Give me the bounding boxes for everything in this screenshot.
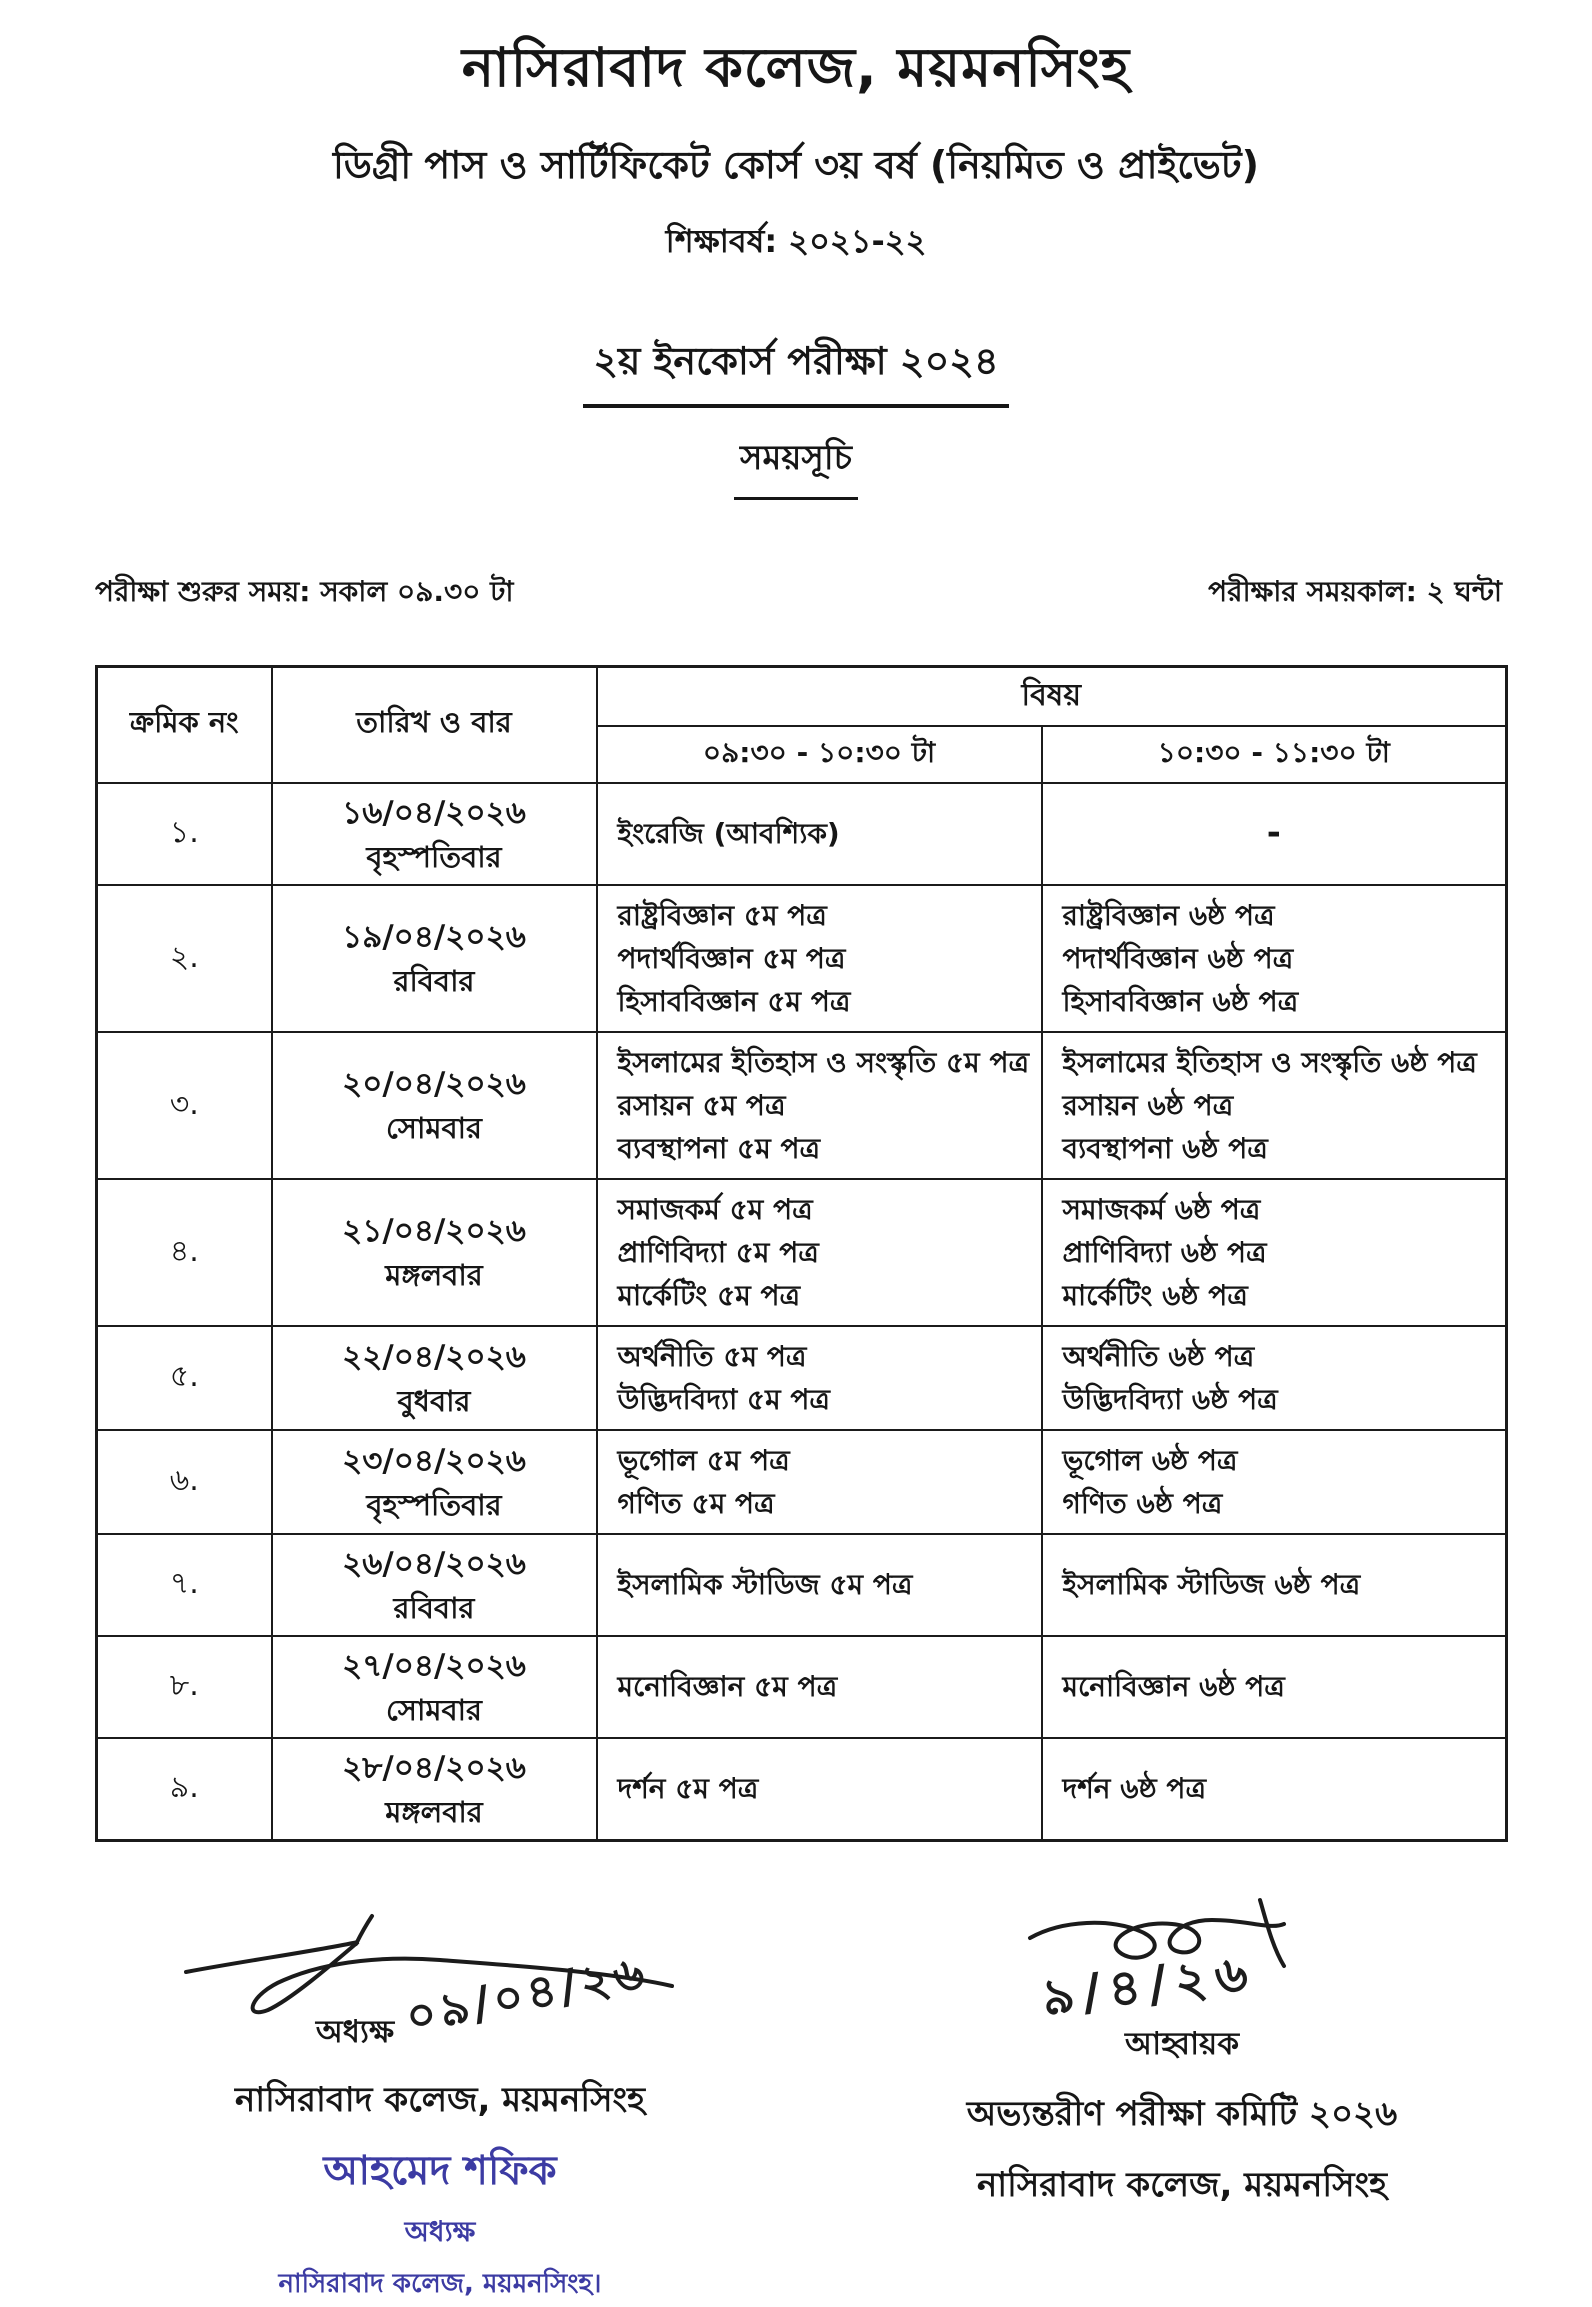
- subject-slot1-cell: [597, 1179, 1042, 1326]
- subject-slot2-cell: [1042, 885, 1507, 1032]
- subject-text: গণিত ৫ম পত্র: [617, 1486, 775, 1520]
- subject-slot1-cell: [597, 1534, 1042, 1636]
- convener-committee: অভ্যন্তরীণ পরীক্ষা কমিটি ২০২৬: [966, 2093, 1398, 2134]
- subject-text: ইসলামের ইতিহাস ও সংস্কৃতি ৫ম পত্র: [617, 1045, 1030, 1079]
- subject-slot2-cell: [1042, 783, 1507, 885]
- subject-text: উদ্ভিদবিদ্যা ৫ম পত্র: [617, 1382, 830, 1416]
- date-day-cell: [272, 1326, 597, 1430]
- subject-text: মার্কেটিং ৫ম পত্র: [617, 1278, 801, 1312]
- schedule-row: [97, 1179, 1507, 1326]
- subject-slot1-cell: [597, 1326, 1042, 1430]
- principal-role: অধ্যক্ষ: [315, 2013, 395, 2050]
- serial-cell: ৭.: [97, 1534, 272, 1636]
- schedule-table-head: [97, 667, 1507, 783]
- subject-slot1-cell: [597, 885, 1042, 1032]
- header-subject: বিষয়: [597, 667, 1507, 726]
- date-day-cell: [272, 1738, 597, 1841]
- date-text: ২১/০৪/২০২৬: [342, 1213, 526, 1249]
- date-text: ২০/০৪/২০২৬: [342, 1066, 526, 1102]
- academic-session: শিক্ষাবর্ষ: ২০২১-২২: [665, 222, 927, 260]
- schedule-row: [97, 783, 1507, 885]
- subject-text: -: [1266, 813, 1281, 853]
- schedule-table-body: [97, 783, 1507, 1841]
- date-text: ১৯/০৪/২০২৬: [342, 919, 526, 955]
- subject-slot1-cell: [597, 1032, 1042, 1179]
- exam-info-row: [95, 570, 1502, 617]
- day-text: মঙ্গলবার: [385, 1258, 483, 1292]
- schedule-row: [97, 1534, 1507, 1636]
- day-text: সোমবার: [386, 1111, 482, 1145]
- subject-text: অর্থনীতি ৫ম পত্র: [617, 1339, 807, 1373]
- date-text: ২৩/০৪/২০২৬: [342, 1442, 526, 1479]
- day-text: রবিবার: [393, 1590, 475, 1625]
- day-text: বৃহস্পতিবার: [366, 1487, 502, 1522]
- day-text: বুধবার: [397, 1383, 471, 1418]
- subject-text: ব্যবস্থাপনা ৬ষ্ঠ পত্র: [1062, 1131, 1268, 1165]
- subject-slot2-cell: [1042, 1636, 1507, 1738]
- schedule-table: [95, 665, 1508, 1842]
- college-name: নাসিরাবাদ কলেজ, ময়মনসিংহ: [461, 36, 1131, 99]
- subject-text: মার্কেটিং ৬ষ্ঠ পত্র: [1062, 1278, 1248, 1312]
- date-day-cell: [272, 1534, 597, 1636]
- subject-text: ইসলামিক স্টাডিজ ৫ম পত্র: [617, 1568, 913, 1601]
- date-day-cell: [272, 885, 597, 1032]
- day-text: রবিবার: [393, 964, 475, 998]
- day-text: সোমবার: [386, 1692, 482, 1727]
- subject-text: দর্শন ৬ষ্ঠ পত্র: [1062, 1772, 1207, 1805]
- principal-stamp-name: আহমেদ শফিক: [323, 2147, 557, 2194]
- convener-signature-block: [902, 1890, 1462, 2210]
- day-text: বৃহস্পতিবার: [366, 839, 502, 874]
- subject-text: সমাজকর্ম ৫ম পত্র: [617, 1192, 813, 1226]
- serial-cell: ৪.: [97, 1179, 272, 1326]
- subject-text: মনোবিজ্ঞান ৬ষ্ঠ পত্র: [1062, 1670, 1285, 1703]
- subject-text: প্রাণিবিদ্যা ৫ম পত্র: [617, 1235, 819, 1269]
- subject-text: রাষ্ট্রবিজ্ঞান ৫ম পত্র: [617, 898, 827, 932]
- subject-slot1-cell: [597, 1636, 1042, 1738]
- subject-text: রসায়ন ৫ম পত্র: [617, 1088, 786, 1122]
- schedule-row: [97, 1326, 1507, 1430]
- serial-cell: ১.: [97, 783, 272, 885]
- subject-slot2-cell: [1042, 1032, 1507, 1179]
- schedule-row: [97, 1636, 1507, 1738]
- header-date-day: তারিখ ও বার: [272, 667, 597, 783]
- subject-slot2-cell: [1042, 1738, 1507, 1841]
- exam-duration: পরীক্ষার সময়কাল: ২ ঘন্টা: [1208, 575, 1502, 608]
- schedule-row: [97, 1738, 1507, 1841]
- serial-cell: ৯.: [97, 1738, 272, 1841]
- date-day-cell: [272, 1430, 597, 1534]
- subject-text: দর্শন ৫ম পত্র: [617, 1772, 759, 1805]
- subject-text: ইসলামের ইতিহাস ও সংস্কৃতি ৬ষ্ঠ পত্র: [1062, 1045, 1477, 1079]
- subject-text: প্রাণিবিদ্যা ৬ষ্ঠ পত্র: [1062, 1235, 1267, 1269]
- principal-stamp-college: নাসিরাবাদ কলেজ, ময়মনসিংহ।: [278, 2268, 602, 2299]
- date-text: ২৮/০৪/২০২৬: [342, 1749, 526, 1786]
- header-timeslot-1: ০৯:৩০ - ১০:৩০ টা: [597, 726, 1042, 783]
- subject-slot2-cell: [1042, 1430, 1507, 1534]
- convener-college: নাসিরাবাদ কলেজ, ময়মনসিংহ: [976, 2164, 1388, 2205]
- subject-slot1-cell: [597, 783, 1042, 885]
- subject-slot2-cell: [1042, 1534, 1507, 1636]
- signature-footer: [150, 1890, 1462, 2299]
- date-text: ১৬/০৪/২০২৬: [342, 794, 526, 831]
- header-row-1: [97, 667, 1507, 726]
- principal-college: নাসিরাবাদ কলেজ, ময়মনসিংহ: [234, 2079, 646, 2120]
- date-text: ২৭/০৪/২০২৬: [342, 1647, 526, 1684]
- date-day-cell: [272, 783, 597, 885]
- subject-text: ইংরেজি (আবশ্যিক): [617, 817, 840, 850]
- day-text: মঙ্গলবার: [385, 1794, 483, 1829]
- subject-text: ভূগোল ৫ম পত্র: [617, 1443, 790, 1477]
- schedule-row: [97, 885, 1507, 1032]
- date-text: ২২/০৪/২০২৬: [342, 1338, 526, 1375]
- header-timeslot-2: ১০:৩০ - ১১:৩০ টা: [1042, 726, 1507, 783]
- subject-text: ইসলামিক স্টাডিজ ৬ষ্ঠ পত্র: [1062, 1568, 1361, 1601]
- subject-text: অর্থনীতি ৬ষ্ঠ পত্র: [1062, 1339, 1255, 1373]
- subject-text: ভূগোল ৬ষ্ঠ পত্র: [1062, 1443, 1238, 1477]
- subject-text: পদার্থবিজ্ঞান ৫ম পত্র: [617, 941, 846, 975]
- schedule-row: [97, 1032, 1507, 1179]
- subject-text: সমাজকর্ম ৬ষ্ঠ পত্র: [1062, 1192, 1261, 1226]
- date-day-cell: [272, 1179, 597, 1326]
- subject-text: ব্যবস্থাপনা ৫ম পত্র: [617, 1131, 821, 1165]
- subject-text: গণিত ৬ষ্ঠ পত্র: [1062, 1486, 1223, 1520]
- serial-cell: ৩.: [97, 1032, 272, 1179]
- principal-signature-block: [150, 1890, 730, 2299]
- serial-cell: ৮.: [97, 1636, 272, 1738]
- subject-text: পদার্থবিজ্ঞান ৬ষ্ঠ পত্র: [1062, 941, 1294, 975]
- header-serial: ক্রমিক নং: [97, 667, 272, 783]
- schedule-row: [97, 1430, 1507, 1534]
- subject-text: হিসাববিজ্ঞান ৬ষ্ঠ পত্র: [1062, 984, 1299, 1018]
- exam-title: ২য় ইনকোর্স পরীক্ষা ২০২৪: [583, 332, 1008, 408]
- course-name: ডিগ্রী পাস ও সার্টিফিকেট কোর্স ৩য় বর্ষ (নিয়মিত ও প্রাইভেট): [333, 143, 1259, 187]
- serial-cell: ৬.: [97, 1430, 272, 1534]
- serial-cell: ৫.: [97, 1326, 272, 1430]
- subject-slot2-cell: [1042, 1326, 1507, 1430]
- date-text: ২৬/০৪/২০২৬: [342, 1545, 526, 1582]
- subject-text: রসায়ন ৬ষ্ঠ পত্র: [1062, 1088, 1234, 1122]
- subject-slot1-cell: [597, 1430, 1042, 1534]
- principal-stamp-role: অধ্যক্ষ: [404, 2214, 476, 2248]
- subject-text: রাষ্ট্রবিজ্ঞান ৬ষ্ঠ পত্র: [1062, 898, 1275, 932]
- subject-text: উদ্ভিদবিদ্যা ৬ষ্ঠ পত্র: [1062, 1382, 1278, 1416]
- subject-slot2-cell: [1042, 1179, 1507, 1326]
- convener-role: আহ্বায়ক: [1124, 2025, 1240, 2062]
- exam-start-time: পরীক্ষা শুরুর সময়: সকাল ০৯.৩০ টা: [95, 575, 514, 608]
- convener-signature-date: ৯/৪/২৬: [1038, 1942, 1259, 2027]
- schedule-label: সময়সূচি: [734, 432, 858, 500]
- date-day-cell: [272, 1032, 597, 1179]
- principal-signature-date: ০৯/০৪/২৬: [401, 1943, 653, 2044]
- subject-slot1-cell: [597, 1738, 1042, 1841]
- subject-text: হিসাববিজ্ঞান ৫ম পত্র: [617, 984, 851, 1018]
- subject-text: মনোবিজ্ঞান ৫ম পত্র: [617, 1670, 838, 1703]
- date-day-cell: [272, 1636, 597, 1738]
- serial-cell: ২.: [97, 885, 272, 1032]
